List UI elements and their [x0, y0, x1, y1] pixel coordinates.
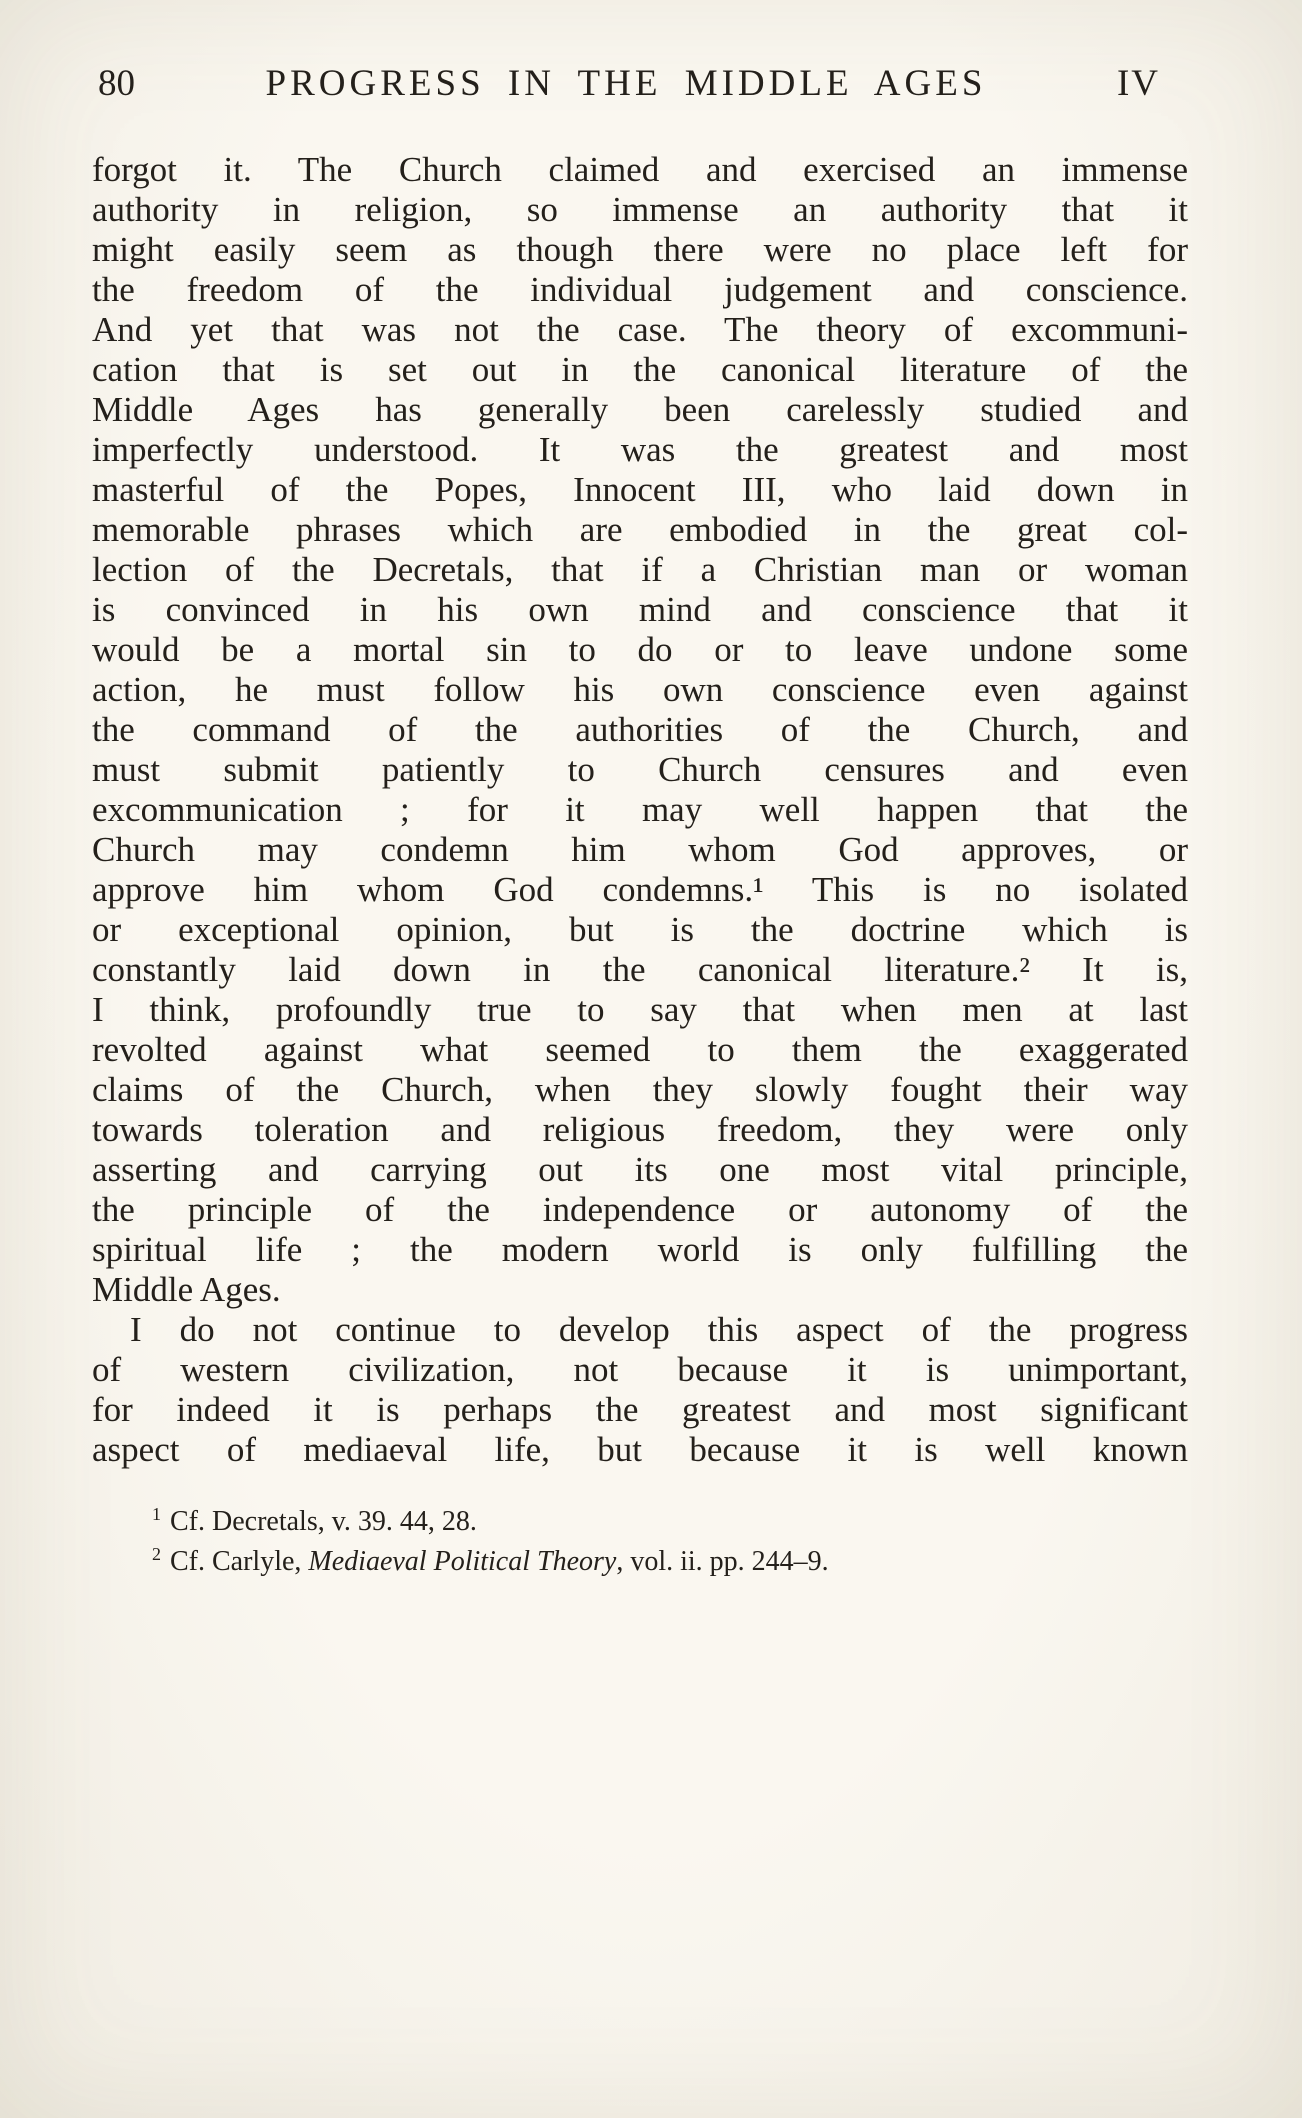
text-line: I do not continue to develop this aspect of the progress — [130, 1310, 1188, 1349]
text-line: aspect of mediaeval life, but because it is well known — [92, 1430, 1188, 1469]
chapter-numeral: IV — [1116, 63, 1160, 104]
text-line: approve him whom God condemns.¹ This is no isolated — [92, 870, 1188, 909]
text-line: the freedom of the individual judgement and conscience. — [92, 270, 1188, 309]
footnotes — [152, 1502, 1188, 1582]
paragraph — [92, 150, 1188, 1310]
text-line: towards toleration and religious freedom, they were only — [92, 1110, 1188, 1149]
text-line: is convinced in his own mind and conscience that it — [92, 590, 1188, 629]
text-line: for indeed it is perhaps the greatest and most significant — [92, 1390, 1188, 1429]
running-title: PROGRESS IN THE MIDDLE AGES — [265, 63, 987, 104]
text-line: must submit patiently to Church censures and even — [92, 750, 1188, 789]
text-line: claims of the Church, when they slowly fought their way — [92, 1070, 1188, 1109]
text-line: Middle Ages. — [92, 1270, 281, 1309]
text-line: action, he must follow his own conscience even against — [92, 670, 1188, 709]
text-line: would be a mortal sin to do or to leave undone some — [92, 630, 1188, 669]
paragraph — [92, 1310, 1188, 1470]
text-line: or exceptional opinion, but is the doctrine which is — [92, 910, 1188, 949]
footnote-work-title: Mediaeval Political Theory — [308, 1546, 617, 1577]
text-line: masterful of the Popes, Innocent III, who laid down in — [92, 470, 1188, 509]
text-line: Middle Ages has generally been carelessly studied and — [92, 390, 1188, 429]
text-line: the command of the authorities of the Church, and — [92, 710, 1188, 749]
text-line: forgot it. The Church claimed and exercised an immense — [92, 150, 1188, 189]
footnote-text: Cf. Decretals, v. 39. 44, 28. — [170, 1506, 477, 1537]
page-number: 80 — [98, 63, 135, 104]
footnote-marker: 2 — [152, 1543, 161, 1564]
text-line: might easily seem as though there were no place left for — [92, 230, 1188, 269]
footnote-marker: 1 — [152, 1503, 161, 1524]
text-line: excommunication ; for it may well happen that the — [92, 790, 1188, 829]
text-line: memorable phrases which are embodied in the great col- — [92, 510, 1188, 549]
text-line: I think, profoundly true to say that when men at last — [92, 990, 1188, 1029]
page-body-text — [92, 150, 1188, 1470]
text-line: of western civilization, not because it is unimportant, — [92, 1350, 1188, 1389]
text-line: imperfectly understood. It was the greatest and most — [92, 430, 1188, 469]
text-line: Church may condemn him whom God approves, or — [92, 830, 1188, 869]
text-line: authority in religion, so immense an authority that it — [92, 190, 1188, 229]
text-line: lection of the Decretals, that if a Christian man or woman — [92, 550, 1188, 589]
footnote — [152, 1542, 1188, 1582]
text-line: And yet that was not the case. The theory of excommuni- — [92, 310, 1188, 349]
footnote-text: , vol. ii. pp. 244–9. — [616, 1546, 829, 1577]
text-line: asserting and carrying out its one most vital principle, — [92, 1150, 1188, 1189]
text-line: constantly laid down in the canonical literature.² It is, — [92, 950, 1188, 989]
text-line: spiritual life ; the modern world is only fulfilling the — [92, 1230, 1188, 1269]
text-line: cation that is set out in the canonical literature of the — [92, 350, 1188, 389]
running-header — [92, 62, 1188, 105]
text-line: revolted against what seemed to them the exaggerated — [92, 1030, 1188, 1069]
text-line: the principle of the independence or autonomy of the — [92, 1190, 1188, 1229]
footnote-text: Cf. Carlyle, — [170, 1546, 309, 1577]
footnote — [152, 1502, 1188, 1542]
